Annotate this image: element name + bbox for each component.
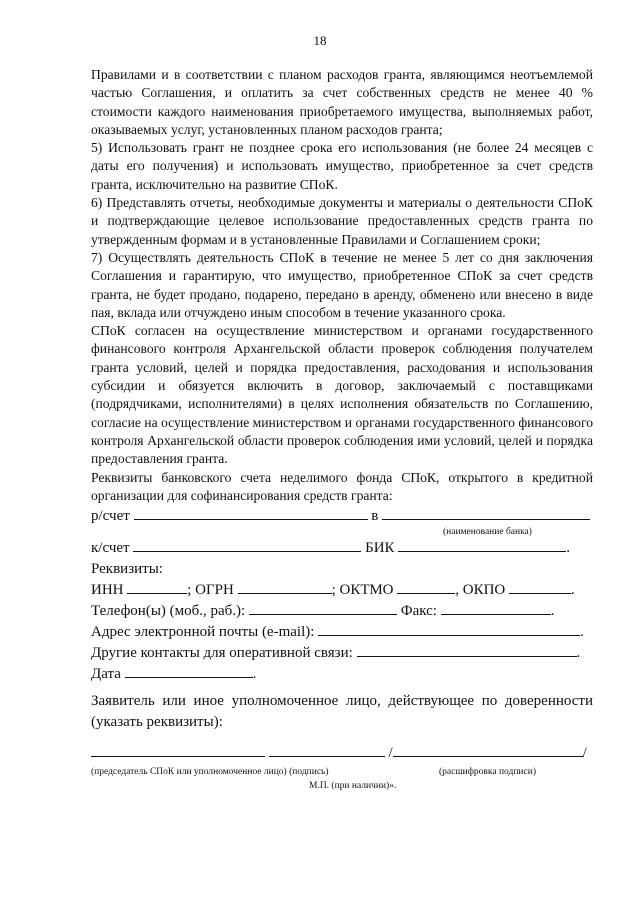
ks-line: к/счет БИК . — [91, 540, 571, 557]
rs-label: р/счет — [91, 508, 130, 525]
date-line: Дата . — [91, 666, 257, 683]
item-7: 7) Осуществлять деятельность СПоК в течение не менее 5 лет со дня заключения Соглашения и гарантирую, что имущество, приобретенное СПоК за счет средств гранта, не будет продано, подарено, передано в аренду, обменено или внесено в виде пая, вклада или отчуждено иным способом в течение указанного срока. — [91, 249, 593, 320]
other-contacts-line: Другие контакты для оперативной связи: . — [91, 645, 581, 662]
in-label: в — [371, 508, 379, 525]
paragraph-continuation: Правилами и в соответствии с планом расходов гранта, являющимся неотъемлемой частью Соглашения, и оплатить за счет собственных средств не менее 40 % стоимости каждого наименования приобретаемого имущества, выполняемых работ, оказываемых услуг, установленных планом расходов гранта; — [91, 67, 593, 137]
bank-name-field[interactable] — [382, 506, 590, 520]
sig-hint-left: (председатель СПоК или уполномоченное лицо) (подпись) — [91, 767, 329, 778]
signature-decoding-field[interactable] — [393, 743, 583, 757]
rs-field[interactable] — [134, 506, 368, 520]
ogrn-label: ; ОГРН — [187, 582, 234, 599]
bank-intro: Реквизиты банковского счета неделимого фонда СПоК, открытого в кредитной организации для софинансирования средств гранта: — [91, 469, 593, 503]
bik-field[interactable] — [398, 538, 566, 552]
phone-field[interactable] — [249, 601, 397, 615]
date-field[interactable] — [125, 664, 253, 678]
bik-label: БИК — [365, 540, 395, 557]
other-contacts-label: Другие контакты для оперативной связи: — [91, 645, 353, 662]
ks-field[interactable] — [133, 538, 361, 552]
signature-line: / / — [91, 743, 593, 764]
applicant-text: Заявитель или иное уполномоченное лицо, действующее по доверенности (указать реквизиты): — [91, 693, 593, 731]
rs-line — [91, 506, 593, 527]
document-body — [91, 66, 593, 792]
email-line: Адрес электронной почты (e-mail): . — [91, 624, 584, 641]
codes-line: ИНН ; ОГРН ; ОКТМО , ОКПО . — [91, 582, 575, 599]
position-field[interactable] — [91, 743, 265, 757]
signature-field[interactable] — [269, 743, 385, 757]
item-5: 5) Использовать грант не позднее срока его использования (не более 24 месяцев с даты его получения) и использовать имущество, приобретенное за счет средств гранта, исключительно на развитие СПоК. — [91, 140, 593, 192]
inn-label: ИНН — [91, 582, 124, 599]
oktmo-label: ; ОКТМО — [331, 582, 394, 599]
other-contacts-field[interactable] — [357, 643, 577, 657]
oktmo-field[interactable] — [397, 580, 455, 594]
fax-field[interactable] — [441, 601, 551, 615]
bank-name-hint: (наименование банка) — [443, 527, 532, 538]
okpo-field[interactable] — [509, 580, 571, 594]
phone-label: Телефон(ы) (моб., раб.): — [91, 603, 246, 620]
inn-field[interactable] — [127, 580, 187, 594]
item-6: 6) Представлять отчеты, необходимые документы и материалы о деятельности СПоК и подтверждающие целевое использование предоставленных средств гранта по утвержденным формам и в установленные Правилами и Соглашением сроки; — [91, 195, 593, 247]
email-field[interactable] — [318, 622, 580, 636]
ks-label: к/счет — [91, 540, 130, 557]
date-label: Дата — [91, 666, 121, 683]
fax-label: Факс: — [400, 603, 437, 620]
sig-hint-right: (расшифровка подписи) — [439, 767, 536, 778]
phone-line: Телефон(ы) (моб., раб.): Факс: . — [91, 603, 555, 620]
stamp-note: М.П. (при наличии)». — [309, 781, 397, 792]
requisites-label: Реквизиты: — [91, 561, 163, 578]
okpo-label: , ОКПО — [455, 582, 506, 599]
signature-hints — [91, 767, 593, 778]
ogrn-field[interactable] — [238, 580, 332, 594]
page-number: 18 — [313, 33, 327, 48]
consent-paragraph: СПоК согласен на осуществление министерством и органами государственного финансового контроля Архангельской области проверок соблюдения получателем гранта условий, целей и порядка предоставления, расходования и использования субсидии и обязуется включить в договор, заключаемый с поставщиками (подрядчиками, исполнителями) в целях исполнения обязательств по Соглашению, согласие на осуществление министерством и органами государственного финансового контроля Архангельской области проверок соблюдения ими условий, целей и порядка предоставления гранта. — [91, 323, 593, 467]
email-label: Адрес электронной почты (e-mail): — [91, 624, 315, 641]
